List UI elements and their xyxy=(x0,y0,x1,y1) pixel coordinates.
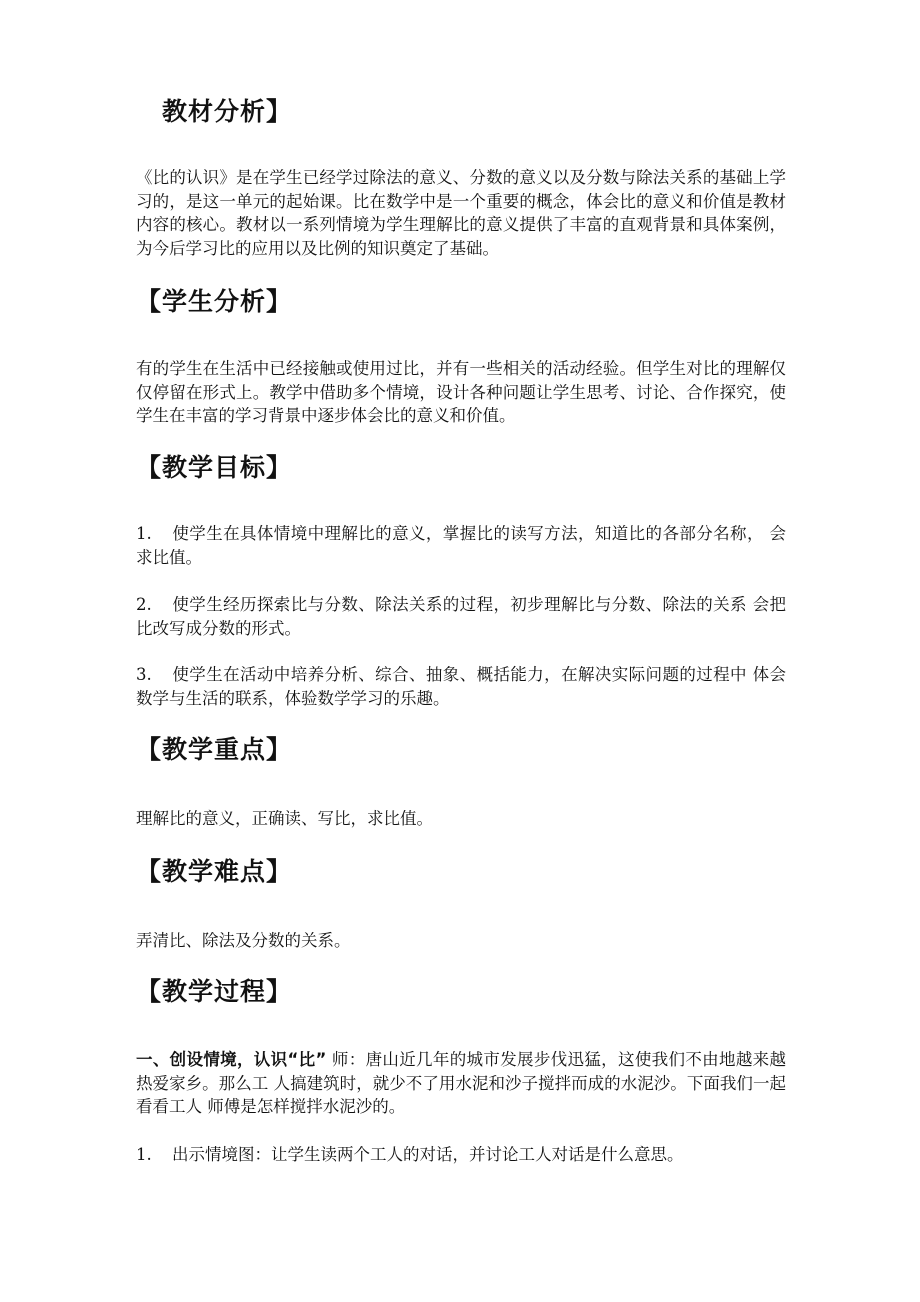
goal-item-1-number: 1. xyxy=(136,524,152,543)
goal-item-1 xyxy=(136,522,786,569)
goal-item-3-text: 使学生在活动中培养分析、综合、抽象、概括能力，在解决实际问题的过程中 体会数学与生活的联系，体验数学学习的乐趣。 xyxy=(136,665,786,708)
paragraph-difficulties: 弄清比、除法及分数的关系。 xyxy=(136,931,351,950)
process-item-1 xyxy=(136,1143,786,1167)
goal-item-3 xyxy=(136,663,786,710)
process-step1-title: 一、创设情境，认识“比” xyxy=(136,1050,327,1069)
heading-student-analysis: 【学生分析】 xyxy=(136,287,293,316)
heading-key-points: 【教学重点】 xyxy=(136,735,293,764)
goal-item-2-text: 使学生经历探索比与分数、除法关系的过程，初步理解比与分数、除法的关系 会把比改写成分数的形式。 xyxy=(136,595,786,638)
goal-item-1-text: 使学生在具体情境中理解比的意义，掌握比的读写方法，知道比的各部分名称， 会求比值。 xyxy=(136,524,786,567)
paragraph-textbook-analysis: 《比的认识》是在学生已经学过除法的意义、分数的意义以及分数与除法关系的基础上学习的，是这一单元的起始课。比在数学中是一个重要的概念，体会比的意义和价值是教材内容的核心。教材以一系列情境为学生理解比的意义提供了丰富的直观背景和具体案例，为今后学习比的应用以及比例的知识奠定了基础。 xyxy=(136,168,786,258)
process-item-1-number: 1. xyxy=(136,1145,152,1164)
heading-difficulties: 【教学难点】 xyxy=(136,857,293,886)
goal-item-2-number: 2. xyxy=(136,595,152,614)
process-step1-text: 师：唐山近几年的城市发展步伐迅猛，这使我们不由地越来越热爱家乡。那么工 人搞建筑时，就少不了用水泥和沙子搅拌而成的水泥沙。下面我们一起看看工人 师傅是怎样搅拌水泥沙的。 xyxy=(136,1050,786,1116)
goal-item-3-number: 3. xyxy=(136,665,152,684)
paragraph-student-analysis: 有的学生在生活中已经接触或使用过比，并有一些相关的活动经验。但学生对比的理解仅仅停留在形式上。教学中借助多个情境，设计各种问题让学生思考、讨论、合作探究，使学生在丰富的学习背景中逐步体会比的意义和价值。 xyxy=(136,359,786,425)
process-item-1-text: 出示情境图：让学生读两个工人的对话，并讨论工人对话是什么意思。 xyxy=(172,1145,684,1164)
heading-process: 【教学过程】 xyxy=(136,977,293,1006)
heading-teaching-goals: 【教学目标】 xyxy=(136,453,293,482)
heading-textbook-analysis: 教材分析】 xyxy=(162,97,293,126)
paragraph-process-step1 xyxy=(136,1048,786,1119)
paragraph-key-points: 理解比的意义，正确读、写比，求比值。 xyxy=(136,809,433,828)
goal-item-2 xyxy=(136,593,786,640)
